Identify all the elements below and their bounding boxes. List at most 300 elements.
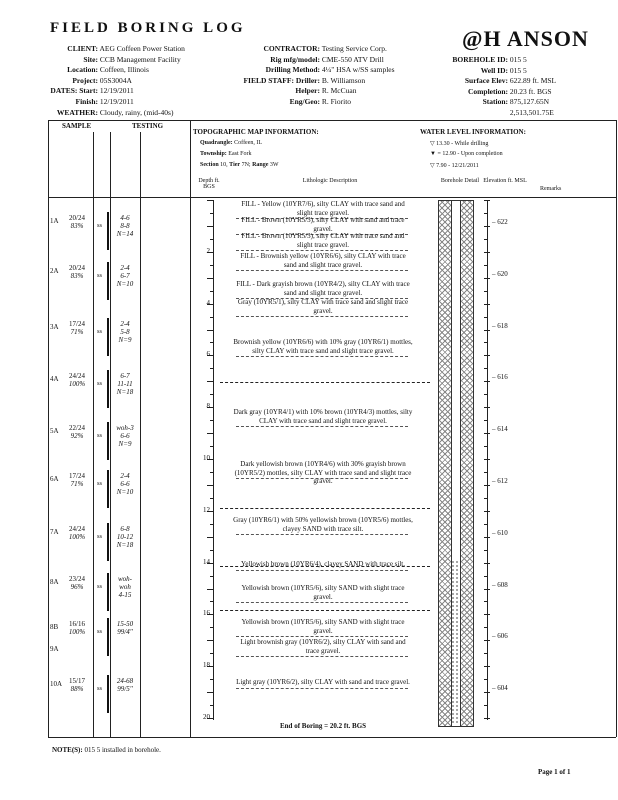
depth-tick — [210, 627, 213, 628]
sample-interval-bar — [107, 573, 109, 611]
blow-count: 6-6 — [120, 432, 130, 440]
elev-tick — [484, 524, 487, 525]
sample-id: 7A — [50, 528, 59, 536]
depth-tick — [210, 368, 213, 369]
right-info-row — [440, 108, 556, 119]
lithology-description: FILL - Yellow (10YR7/6), silty CLAY with trace sand and slight trace gravel. — [241, 200, 405, 217]
sample-recovery: 22/24 — [69, 424, 85, 432]
depth-tick — [210, 498, 213, 499]
sample-id: 8A — [50, 578, 59, 586]
depth-tick — [210, 679, 213, 680]
depth-tick — [210, 265, 213, 266]
sample-recovery-pct: 100% — [68, 380, 86, 388]
left-info-label: DATES: Start: — [50, 86, 98, 96]
left-info-label: Finish: — [75, 96, 98, 106]
sample-recovery-pct: 71% — [70, 480, 84, 488]
borehole-col-header: Borehole Detail — [440, 178, 480, 184]
sample-type: ss — [97, 685, 103, 692]
blow-count: N=9 — [118, 440, 132, 448]
left-info-row — [50, 76, 185, 87]
blow-count: woh-woh — [118, 575, 132, 591]
mid-info-value: CME-550 ATV Drill — [320, 54, 384, 64]
testing-header: TESTING — [132, 122, 164, 130]
layer-boundary — [236, 688, 408, 689]
water-header: WATER LEVEL INFORMATION: — [420, 128, 526, 136]
depth-label: 6 — [206, 350, 210, 359]
elev-tick — [484, 718, 490, 719]
left-info-label: Project: — [72, 75, 98, 85]
blow-count: 11-11 — [117, 380, 133, 388]
blow-count: 15-50 — [116, 620, 134, 628]
depth-label: 10 — [203, 454, 210, 462]
depth-tick — [210, 446, 213, 447]
right-info-value: 622.89 ft. MSL — [508, 76, 557, 86]
sample-interval-bar — [107, 370, 109, 408]
blow-count: 99/5" — [117, 685, 133, 693]
sample-id: 3A — [50, 323, 59, 331]
sample-interval-bar — [107, 618, 109, 656]
depth-tick — [207, 692, 213, 693]
elev-tick — [484, 576, 487, 577]
sample-recovery-cell — [64, 620, 90, 636]
blow-counts — [114, 424, 136, 448]
sample-recovery-pct: 71% — [70, 328, 84, 336]
blow-count: 24-68 — [116, 677, 134, 685]
blow-counts — [114, 525, 136, 549]
elev-tick — [484, 394, 487, 395]
lithology-description: FILL - Brownish yellow (10YR6/6), silty CLAY with trace sand and slight trace gravel. — [240, 252, 406, 269]
sample-recovery-pct: 92% — [70, 432, 84, 440]
depth-tick — [210, 705, 213, 706]
elevation-label: – 620 — [492, 269, 508, 278]
left-info-row — [50, 65, 185, 76]
left-info-value: CCB Management Facility — [98, 54, 181, 64]
elev-tick — [484, 692, 490, 693]
quadrangle-label: Quadrangle: — [200, 140, 233, 146]
lithology-description: Gray (10YR5/1), silty CLAY with trace sand and slight trace gravel. — [237, 298, 409, 315]
township-value: East Fork — [228, 151, 252, 157]
elev-tick — [484, 589, 490, 590]
elev-tick — [484, 601, 487, 602]
left-info-value: 05S3004A — [98, 75, 132, 85]
lithology-description: Brownish yellow (10YR6/6) with 10% gray (10YR6/1) mottles, silty CLAY with trace sand and slight trace gravel. — [233, 338, 413, 355]
layer-boundary — [236, 270, 408, 271]
mid-info-value: Testing Service Corp. — [320, 44, 387, 53]
range-label: Range — [252, 162, 269, 168]
sample-recovery: 20/24 — [69, 214, 85, 222]
elevation-label: – 610 — [492, 528, 508, 537]
blow-counts — [114, 264, 136, 288]
mid-info-value: B. Williamson — [320, 75, 366, 85]
sample-interval-bar — [107, 422, 109, 460]
sample-recovery-cell — [64, 264, 90, 280]
mid-info-label: Rig mfg/model: — [270, 54, 320, 64]
log-title: FIELD BORING LOG — [50, 20, 246, 36]
layer-boundary — [236, 250, 408, 251]
sample-recovery-pct: 83% — [70, 272, 84, 280]
right-info-label: Completion: — [468, 86, 508, 96]
elev-tick — [484, 485, 490, 486]
mid-info-row — [230, 55, 395, 66]
sample-recovery: 17/24 — [69, 472, 85, 480]
elev-tick — [484, 304, 490, 305]
elev-tick — [484, 381, 490, 382]
blow-count: N=10 — [116, 488, 134, 496]
elev-tick — [484, 498, 487, 499]
elev-tick — [484, 291, 487, 292]
depth-tick — [210, 653, 213, 654]
depth-tick — [207, 330, 213, 331]
right-info-value: 015 5 — [508, 65, 527, 75]
depth-tick — [207, 226, 213, 227]
blow-counts — [114, 472, 136, 496]
left-info-label: CLIENT: — [67, 44, 98, 53]
depth-tick — [210, 420, 213, 421]
layer-boundary — [236, 602, 408, 603]
elev-tick — [484, 330, 490, 331]
lithology-description: Yellowish brown (10YR5/6), silty SAND with slight trace gravel. — [241, 618, 405, 635]
elev-tick — [484, 459, 490, 460]
right-info-value: 015 5 — [508, 55, 527, 64]
depth-label: 16 — [203, 609, 210, 618]
lithology-description: Dark gray (10YR4/1) with 10% brown (10YR4/3) mottles, silty CLAY with trace sand and slight trace gravel. — [233, 408, 413, 425]
left-info-value: Coffeen, Illinois — [98, 65, 149, 75]
sample-recovery-cell — [64, 214, 90, 230]
elev-tick — [484, 640, 490, 641]
sample-interval-bar — [107, 318, 109, 356]
blow-count: N=18 — [116, 541, 134, 549]
sample-type: ss — [97, 628, 103, 635]
sample-interval-bar — [107, 262, 109, 300]
elev-tick — [484, 342, 487, 343]
depth-label: 18 — [203, 661, 210, 670]
notes-text: 015 5 installed in borehole. — [84, 746, 161, 754]
blow-counts — [114, 214, 136, 238]
sample-id: 8B — [50, 623, 59, 631]
water-level-3: ▽ 7.90 - 12/21/2011 — [430, 163, 479, 169]
elevation-label: – 604 — [492, 684, 508, 693]
right-info-value: 2,513,501.75E — [508, 107, 554, 117]
depth-tick — [207, 433, 213, 434]
lithology-description: Light gray (10YR6/2), silty CLAY with sand and trace gravel. — [236, 678, 410, 686]
blow-count: 99/4" — [117, 628, 133, 636]
sample-type: ss — [97, 328, 103, 335]
right-info-label: Surface Elev: — [464, 76, 508, 86]
page-number: Page 1 of 1 — [538, 768, 571, 776]
mid-info-row — [230, 76, 395, 87]
elev-tick — [484, 433, 490, 434]
sample-id: 5A — [50, 427, 59, 435]
sample-interval-bar — [107, 212, 109, 250]
elev-tick — [484, 317, 487, 318]
sample-recovery-cell — [64, 575, 90, 591]
sample-interval-bar — [107, 470, 109, 508]
blow-count: 4-6 — [120, 214, 130, 222]
lithology-description: FILL - Brown (10YR5/3), silty CLAY with trace sand and slight trace gravel. — [241, 232, 405, 249]
right-info-label: Station: — [482, 97, 508, 107]
depth-label: 2 — [206, 246, 210, 255]
left-info-row — [50, 97, 185, 108]
mid-info-label: Helper: — [295, 86, 320, 96]
mid-info — [230, 44, 395, 108]
elev-tick — [484, 226, 490, 227]
elevation-label: – 618 — [492, 321, 508, 330]
depth-tick — [210, 213, 213, 214]
depth-tick — [210, 394, 213, 395]
right-info-row — [440, 55, 556, 66]
right-info-value: 875,127.65N — [508, 97, 550, 107]
lithology-description: FILL - Dark grayish brown (10YR4/2), silty CLAY with trace sand and slight trace gravel. — [236, 280, 410, 297]
elev-tick — [484, 550, 487, 551]
section-value: 10, — [220, 162, 228, 168]
left-info-label: Site: — [83, 54, 98, 64]
layer-boundary — [236, 636, 408, 637]
range-value: 3W — [269, 162, 279, 168]
mid-info-row — [230, 44, 395, 55]
blow-count: 2-4 — [120, 320, 130, 328]
blow-counts — [114, 620, 136, 636]
sample-recovery-pct: 88% — [70, 685, 84, 693]
township-row — [200, 151, 251, 157]
sample-interval-bar — [107, 675, 109, 713]
blow-count: N=14 — [116, 230, 134, 238]
sample-id: 1A — [50, 217, 59, 225]
elev-tick — [484, 679, 487, 680]
blow-counts — [114, 320, 136, 344]
layer-boundary — [236, 356, 408, 357]
company-logo: @H ANSON — [462, 26, 589, 51]
layer-boundary — [236, 316, 408, 317]
mid-info-row — [230, 86, 395, 97]
mid-info-label: FIELD STAFF: Driller: — [243, 75, 320, 85]
blow-count: N=9 — [118, 336, 132, 344]
remarks-col-header: Remarks — [540, 186, 562, 192]
right-info-label: BOREHOLE ID: — [452, 55, 508, 64]
left-info-value: Cloudy, rainy, (mid-40s) — [98, 107, 174, 117]
sample-recovery-cell — [64, 677, 90, 693]
quadrangle-value: Coffeen, IL — [234, 140, 263, 146]
sample-recovery-pct: 100% — [68, 628, 86, 636]
sample-recovery-cell — [64, 424, 90, 440]
layer-boundary — [236, 534, 408, 535]
sample-recovery-pct: 100% — [68, 533, 86, 541]
left-info-value: 12/19/2011 — [98, 86, 134, 96]
blow-count: 2-4 — [120, 264, 130, 272]
notes — [52, 746, 161, 754]
sample-interval-bar — [107, 523, 109, 561]
sample-id: 10A — [50, 680, 63, 688]
depth-tick — [207, 485, 213, 486]
sample-recovery-pct: 96% — [70, 583, 84, 591]
sample-recovery: 17/24 — [69, 320, 85, 328]
blow-count: 6-7 — [120, 272, 130, 280]
elev-tick — [484, 511, 490, 512]
right-info-row — [440, 97, 556, 108]
sample-type: ss — [97, 272, 103, 279]
depth-label: 4 — [206, 298, 210, 307]
elev-tick — [484, 355, 490, 356]
sample-recovery: 24/24 — [69, 525, 85, 533]
depth-tick — [207, 640, 213, 641]
depth-label: 12 — [203, 505, 210, 514]
sample-id: 2A — [50, 267, 59, 275]
layer-boundary — [236, 478, 408, 479]
lithology-description: FILL - Brown (10YR5/3), silty CLAY with sand and trace gravel. — [241, 216, 405, 233]
depth-tick — [207, 381, 213, 382]
left-info-label: WEATHER: — [56, 107, 98, 117]
depth-tick — [207, 278, 213, 279]
elev-tick — [484, 420, 487, 421]
right-info-label: Well ID: — [480, 65, 508, 75]
topo-header: TOPOGRAPHIC MAP INFORMATION: — [193, 128, 319, 136]
mid-info-label: Drilling Method: — [265, 65, 320, 75]
left-info-value: 12/19/2011 — [98, 96, 134, 106]
depth-tick — [210, 317, 213, 318]
sample-type: ss — [97, 480, 103, 487]
right-info-row — [440, 87, 556, 98]
depth-label: 14 — [203, 557, 210, 566]
sample-recovery: 23/24 — [69, 575, 85, 583]
section-label: Section — [200, 162, 219, 168]
well-screen — [451, 560, 459, 725]
right-info-value: 20.23 ft. BGS — [508, 86, 552, 96]
township-label: Township: — [200, 151, 227, 157]
elevation-label: – 608 — [492, 580, 508, 589]
sample-recovery-cell — [64, 320, 90, 336]
blow-counts — [114, 677, 136, 693]
mid-info-label: Eng/Geo: — [289, 96, 320, 106]
water-level-1: ▽ 13.30 - While drilling — [430, 141, 489, 147]
lithology-description: Gray (10YR6/1) with 50% yellowish brown (10YR5/6) mottles, clayey SAND with trace silt. — [233, 516, 413, 533]
left-info-row — [50, 86, 185, 97]
elev-tick — [484, 627, 487, 628]
sample-id: 9A — [50, 645, 59, 653]
depth-tick — [207, 537, 213, 538]
section-row — [200, 162, 279, 168]
elev-tick — [484, 278, 490, 279]
depth-tick — [207, 589, 213, 590]
depth-label: 8 — [206, 402, 210, 411]
depth-col-header: Depth ft. BGS — [198, 178, 220, 190]
left-info-label: Location: — [67, 65, 98, 75]
mid-info-value: R. McCuan — [320, 86, 357, 96]
right-info — [440, 55, 556, 119]
lithology-description: Yellowish brown (10YR5/6), silty SAND with slight trace gravel. — [241, 584, 405, 601]
sample-recovery: 16/16 — [69, 620, 85, 628]
left-info-row — [50, 44, 185, 55]
left-info-value: AEG Coffeen Power Station — [98, 44, 185, 53]
depth-tick — [210, 524, 213, 525]
sample-type: ss — [97, 432, 103, 439]
elev-tick — [484, 537, 490, 538]
elev-tick — [484, 446, 487, 447]
litho-col-header: Lithologic Description — [302, 178, 358, 184]
mid-info-row — [230, 97, 395, 108]
right-info-row — [440, 66, 556, 77]
elev-col-header: Elevation ft. MSL — [483, 178, 527, 184]
elev-tick — [484, 368, 487, 369]
mid-info-value: 4¼" HSA w/SS samples — [320, 65, 395, 75]
elevation-label: – 606 — [492, 632, 508, 641]
sample-id: 4A — [50, 375, 59, 383]
left-info-row — [50, 108, 185, 119]
left-info — [50, 44, 185, 118]
water-level-2: ▼ = 12.90 - Upon completion — [430, 151, 503, 157]
elev-tick — [484, 252, 490, 253]
depth-tick — [210, 239, 213, 240]
sample-recovery: 24/24 — [69, 372, 85, 380]
depth-tick — [210, 601, 213, 602]
depth-label: 20 — [203, 713, 210, 721]
elev-tick — [484, 705, 487, 706]
elev-tick — [484, 472, 487, 473]
blow-count: 10-12 — [116, 533, 134, 541]
end-of-boring: End of Boring = 20.2 ft. BGS — [280, 722, 367, 730]
layer-boundary — [236, 656, 408, 657]
lithology-description: Light brownish gray (10YR6/2), silty CLAY with sand and trace gravel. — [240, 638, 406, 655]
depth-tick — [210, 550, 213, 551]
elevation-label: – 616 — [492, 373, 508, 382]
sample-type: ss — [97, 222, 103, 229]
elev-tick — [484, 666, 490, 667]
elev-tick — [484, 213, 487, 214]
sample-recovery-cell — [64, 525, 90, 541]
blow-count: 5-8 — [120, 328, 130, 336]
quadrangle-row — [200, 140, 262, 146]
sample-header: SAMPLE — [62, 122, 92, 130]
blow-count: N=18 — [116, 388, 134, 396]
depth-tick — [210, 342, 213, 343]
notes-label: NOTE(S): — [52, 746, 83, 754]
borehole-backfill-right — [460, 200, 474, 727]
mid-info-value: R. Fiorito — [320, 96, 352, 106]
blow-counts — [114, 372, 136, 396]
sample-recovery: 20/24 — [69, 264, 85, 272]
elev-tick — [484, 563, 490, 564]
tier-value: 7N; — [241, 162, 251, 168]
blow-count: 6-7 — [120, 372, 130, 380]
elevation-label: – 614 — [492, 425, 508, 434]
sample-type: ss — [97, 380, 103, 387]
sample-recovery-cell — [64, 372, 90, 388]
elev-tick — [484, 653, 487, 654]
mid-info-row — [230, 65, 395, 76]
blow-count: 6-6 — [120, 480, 130, 488]
mid-info-label: CONTRACTOR: — [263, 44, 320, 53]
depth-tick — [210, 576, 213, 577]
layer-boundary — [236, 570, 408, 571]
sample-recovery: 15/17 — [69, 677, 85, 685]
blow-count: 8-8 — [120, 222, 130, 230]
blow-count: 6-8 — [120, 525, 130, 533]
blow-count: woh-3 — [116, 424, 134, 432]
sample-type: ss — [97, 533, 103, 540]
sample-id: 6A — [50, 475, 59, 483]
depth-tick — [210, 291, 213, 292]
sample-recovery-pct: 83% — [70, 222, 84, 230]
elev-tick — [484, 265, 487, 266]
blow-count: 2-4 — [120, 472, 130, 480]
blow-count: 4-15 — [118, 591, 132, 599]
elevation-label: – 612 — [492, 477, 508, 486]
layer-boundary — [236, 426, 408, 427]
elev-tick — [484, 407, 490, 408]
blow-counts — [114, 575, 136, 599]
elev-tick — [484, 614, 490, 615]
elevation-label: – 622 — [492, 218, 508, 227]
elev-tick — [484, 200, 490, 201]
lithology-description: Yellowish brown (10YR6/4), clayey SAND with trace silt. — [241, 560, 405, 568]
